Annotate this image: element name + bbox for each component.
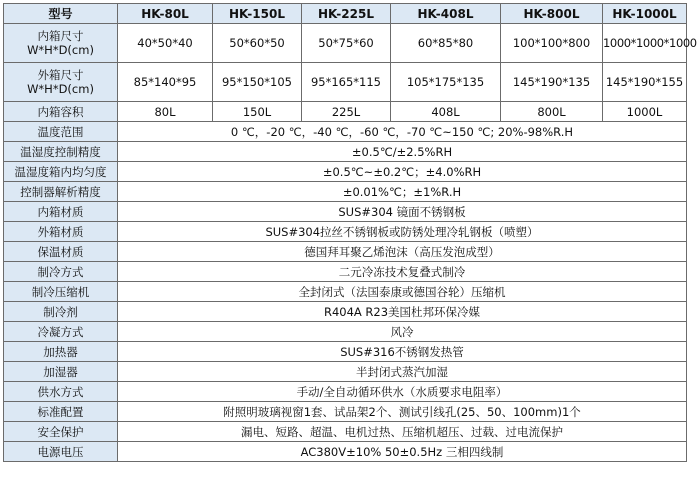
inner-volume-hk408l: 408L (391, 102, 501, 122)
spec-row-control-accuracy (4, 142, 687, 162)
inner-volume-hk225l: 225L (302, 102, 391, 122)
spec-row-refrigeration-method (4, 262, 687, 282)
spec-row-standard-config (4, 402, 687, 422)
inner-volume-row (4, 102, 687, 122)
inner-volume-hk80l: 80L (118, 102, 213, 122)
spec-label: 加热器 (4, 342, 118, 362)
spec-value: AC380V±10% 50±0.5Hz 三相四线制 (118, 442, 687, 462)
spec-label: 制冷方式 (4, 262, 118, 282)
spec-row-heater (4, 342, 687, 362)
spec-label: 外箱材质 (4, 222, 118, 242)
outer-size-label-line2: W*H*D(cm) (27, 82, 94, 96)
outer-size-hk225l: 95*165*115 (302, 63, 391, 102)
spec-row-condensing (4, 322, 687, 342)
spec-label: 加湿器 (4, 362, 118, 382)
spec-row-compressor (4, 282, 687, 302)
inner-size-hk150l: 50*60*50 (213, 24, 302, 63)
spec-row-safety (4, 422, 687, 442)
inner-volume-hk150l: 150L (213, 102, 302, 122)
header-model-label: 型号 (4, 4, 118, 24)
spec-value: SUS#316不锈钢发热管 (118, 342, 687, 362)
header-model-hk80l: HK-80L (118, 4, 213, 24)
spec-row-power (4, 442, 687, 462)
spec-value: ±0.5℃~±0.2℃；±4.0%RH (118, 162, 687, 182)
outer-size-hk800l: 145*190*135 (501, 63, 603, 102)
outer-size-label (4, 63, 118, 102)
spec-value: SUS#304 镜面不锈钢板 (118, 202, 687, 222)
outer-size-label-line1: 外箱尺寸 (37, 68, 84, 82)
spec-label: 冷凝方式 (4, 322, 118, 342)
header-model-hk1000l: HK-1000L (603, 4, 687, 24)
inner-volume-hk800l: 800L (501, 102, 603, 122)
spec-label: 控制器解析精度 (4, 182, 118, 202)
spec-row-temperature-range (4, 122, 687, 142)
header-model-hk150l: HK-150L (213, 4, 302, 24)
spec-value: 0 ℃，-20 ℃，-40 ℃，-60 ℃，-70 ℃~150 ℃; 20%-98%R.H (118, 122, 687, 142)
spec-row-uniformity (4, 162, 687, 182)
inner-size-hk408l: 60*85*80 (391, 24, 501, 63)
spec-table-container (3, 3, 697, 462)
inner-size-label (4, 24, 118, 63)
inner-size-hk800l: 100*100*800 (501, 24, 603, 63)
inner-size-row (4, 24, 687, 63)
spec-value: R404A R23美国杜邦环保冷媒 (118, 302, 687, 322)
spec-value: 半封闭式蒸汽加湿 (118, 362, 687, 382)
outer-size-hk150l: 95*150*105 (213, 63, 302, 102)
spec-table (3, 3, 697, 462)
outer-size-hk408l: 105*175*135 (391, 63, 501, 102)
spec-row-resolution (4, 182, 687, 202)
spec-label: 供水方式 (4, 382, 118, 402)
spec-value: 风冷 (118, 322, 687, 342)
spec-label: 电源电压 (4, 442, 118, 462)
spec-row-water-supply (4, 382, 687, 402)
spec-label: 温度范围 (4, 122, 118, 142)
spec-value: ±0.01%℃；±1%R.H (118, 182, 687, 202)
spec-label: 标准配置 (4, 402, 118, 422)
spec-label: 安全保护 (4, 422, 118, 442)
spec-value: 附照明玻璃视窗1套、试品架2个、测试引线孔(25、50、100mm)1个 (118, 402, 687, 422)
inner-size-label-line1: 内箱尺寸 (37, 29, 84, 43)
spec-value: SUS#304拉丝不锈钢板或防锈处理冷轧钢板（喷塑） (118, 222, 687, 242)
spec-row-inner-material (4, 202, 687, 222)
spec-row-outer-material (4, 222, 687, 242)
spec-value: 手动/全自动循环供水（水质要求电阻率） (118, 382, 687, 402)
outer-size-hk80l: 85*140*95 (118, 63, 213, 102)
inner-size-hk1000l: 1000*1000*1000 (603, 24, 687, 63)
spec-row-refrigerant (4, 302, 687, 322)
spec-row-insulation (4, 242, 687, 262)
spec-value: 德国拜耳聚乙烯泡沫（高压发泡成型） (118, 242, 687, 262)
inner-size-label-line2: W*H*D(cm) (27, 43, 94, 57)
inner-volume-label: 内箱容积 (4, 102, 118, 122)
header-model-hk800l: HK-800L (501, 4, 603, 24)
header-model-hk408l: HK-408L (391, 4, 501, 24)
spec-label: 保温材质 (4, 242, 118, 262)
spec-label: 制冷剂 (4, 302, 118, 322)
header-row (4, 4, 687, 24)
spec-row-humidifier (4, 362, 687, 382)
inner-volume-hk1000l: 1000L (603, 102, 687, 122)
outer-size-hk1000l: 145*190*155 (603, 63, 687, 102)
inner-size-hk80l: 40*50*40 (118, 24, 213, 63)
spec-value: 全封闭式（法国泰康或德国谷轮）压缩机 (118, 282, 687, 302)
spec-value: 漏电、短路、超温、电机过热、压缩机超压、过载、过电流保护 (118, 422, 687, 442)
spec-value: ±0.5℃/±2.5%RH (118, 142, 687, 162)
spec-value: 二元冷冻技术复叠式制冷 (118, 262, 687, 282)
spec-label: 内箱材质 (4, 202, 118, 222)
spec-label: 制冷压缩机 (4, 282, 118, 302)
spec-label: 温湿度控制精度 (4, 142, 118, 162)
spec-label: 温湿度箱内均匀度 (4, 162, 118, 182)
header-model-hk225l: HK-225L (302, 4, 391, 24)
outer-size-row (4, 63, 687, 102)
inner-size-hk225l: 50*75*60 (302, 24, 391, 63)
